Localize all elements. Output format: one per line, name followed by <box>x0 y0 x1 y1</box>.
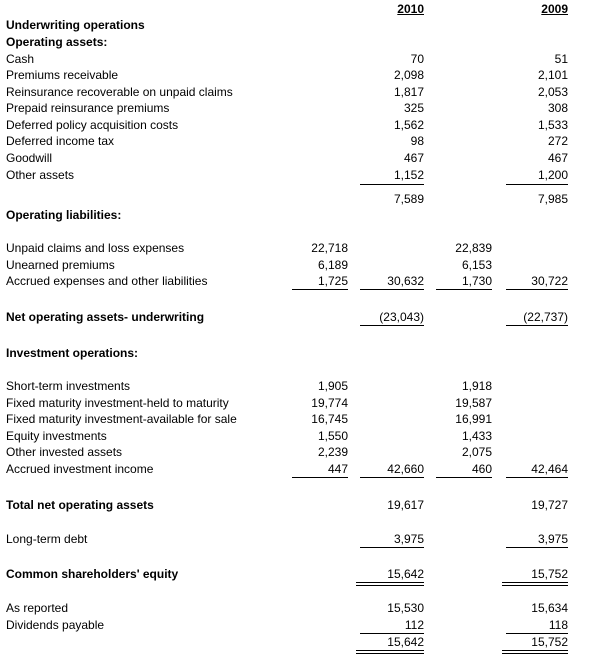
total-net-label: Total net operating assets <box>6 498 154 512</box>
investment-2010: 19,774 <box>311 396 348 410</box>
common-equity-2010: 15,642 <box>387 567 424 581</box>
asset-row <box>0 167 594 183</box>
asset-2010: 1,152 <box>393 168 424 182</box>
as-reported-2009: 15,634 <box>531 601 568 615</box>
investment-row <box>0 378 594 394</box>
asset-2010: 98 <box>410 134 424 148</box>
common-equity-row <box>0 566 594 582</box>
liability-label: Unearned premiums <box>6 258 115 272</box>
liability-2009: 22,839 <box>455 241 492 255</box>
liability-2009: 6,153 <box>461 258 492 272</box>
double-rule-bottom <box>356 653 424 654</box>
final-total-2009: 15,752 <box>531 635 568 649</box>
asset-2010: 2,098 <box>393 68 424 82</box>
as-reported-label: As reported <box>6 601 69 615</box>
asset-2009: 308 <box>547 101 568 115</box>
asset-row <box>0 51 594 67</box>
asset-2010: 325 <box>403 101 424 115</box>
investments-total-2009: 42,464 <box>531 462 568 476</box>
liability-2010: 6,189 <box>317 258 348 272</box>
investment-2010: 16,745 <box>311 412 348 426</box>
operating-liabilities-title-row <box>0 207 594 223</box>
dividends-2009: 118 <box>548 618 568 632</box>
investment-label: Accrued investment income <box>6 462 154 476</box>
long-term-debt-label: Long-term debt <box>6 532 88 546</box>
investments-total-2010: 42,660 <box>387 462 424 476</box>
investment-2010: 447 <box>327 462 348 476</box>
investment-row <box>0 461 594 477</box>
common-equity-2009: 15,752 <box>531 567 568 581</box>
investment-row <box>0 444 594 460</box>
asset-2010: 467 <box>403 151 424 165</box>
long-term-debt-2009: 3,975 <box>537 532 568 546</box>
final-total-row <box>0 634 594 650</box>
asset-2009: 1,200 <box>537 168 568 182</box>
investment-2009: 460 <box>471 462 492 476</box>
as-reported-row <box>0 600 594 616</box>
double-rule-bottom <box>502 585 568 586</box>
underline-rule <box>436 289 492 290</box>
asset-2010: 70 <box>410 52 424 66</box>
assets-total-row <box>0 191 594 207</box>
header-2009: 2009 <box>541 2 568 16</box>
investment-ops-title: Investment operations: <box>6 346 139 360</box>
asset-label: Deferred policy acquisition costs <box>6 118 179 132</box>
asset-2009: 467 <box>547 151 568 165</box>
underline-rule <box>436 477 492 478</box>
final-total-2010: 15,642 <box>387 635 424 649</box>
liability-row <box>0 273 594 289</box>
underwriting-title-row <box>0 17 594 33</box>
investment-ops-title-row <box>0 345 594 361</box>
asset-label: Premiums receivable <box>6 68 119 82</box>
liability-label: Accrued expenses and other liabilities <box>6 274 208 288</box>
underwriting-title: Underwriting operations <box>6 18 145 32</box>
common-equity-label: Common shareholders' equity <box>6 567 179 581</box>
asset-2010: 1,817 <box>393 85 424 99</box>
operating-assets-title-row <box>0 34 594 50</box>
asset-2009: 1,533 <box>537 118 568 132</box>
investment-row <box>0 411 594 427</box>
investment-2010: 1,905 <box>317 379 348 393</box>
investment-label: Equity investments <box>6 429 107 443</box>
net-op-uw-row <box>0 309 594 325</box>
long-term-debt-2010: 3,975 <box>393 532 424 546</box>
liability-row <box>0 240 594 256</box>
investment-label: Fixed maturity investment-held to maturity <box>6 396 229 410</box>
operating-liabilities-title: Operating liabilities: <box>6 208 122 222</box>
asset-row <box>0 100 594 116</box>
liabilities-total-2009: 30,722 <box>531 274 568 288</box>
subtotal-rule <box>360 184 424 185</box>
asset-label: Reinsurance recoverable on unpaid claims <box>6 85 233 99</box>
liability-2010: 1,725 <box>317 274 348 288</box>
asset-row <box>0 67 594 83</box>
asset-2010: 1,562 <box>393 118 424 132</box>
investment-label: Fixed maturity investment-available for sale <box>6 412 237 426</box>
asset-2009: 2,101 <box>537 68 568 82</box>
asset-row <box>0 84 594 100</box>
asset-2009: 2,053 <box>537 85 568 99</box>
assets-total-2009: 7,985 <box>537 192 568 206</box>
investment-label: Short-term investments <box>6 379 131 393</box>
investment-2009: 1,433 <box>461 429 492 443</box>
underline-rule <box>360 477 424 478</box>
investment-row <box>0 395 594 411</box>
long-term-debt-row <box>0 531 594 547</box>
liability-label: Unpaid claims and loss expenses <box>6 241 185 255</box>
asset-2009: 51 <box>554 52 568 66</box>
double-rule-bottom <box>502 653 568 654</box>
double-rule-top <box>502 650 568 651</box>
underline-rule <box>506 289 568 290</box>
total-net-2009: 19,727 <box>531 498 568 512</box>
underline-rule <box>360 547 424 548</box>
liability-2010: 22,718 <box>311 241 348 255</box>
assets-total-2010: 7,589 <box>393 192 424 206</box>
operating-assets-title: Operating assets: <box>6 35 108 49</box>
underline-rule <box>506 325 568 326</box>
header-2010: 2010 <box>397 2 424 16</box>
investment-2010: 1,550 <box>317 429 348 443</box>
as-reported-2010: 15,530 <box>387 601 424 615</box>
asset-row <box>0 150 594 166</box>
asset-row <box>0 117 594 133</box>
asset-label: Other assets <box>6 168 75 182</box>
asset-label: Prepaid reinsurance premiums <box>6 101 170 115</box>
net-op-uw-2010: (23,043) <box>379 310 424 324</box>
underline-rule <box>360 325 424 326</box>
net-op-uw-2009: (22,737) <box>523 310 568 324</box>
subtotal-rule <box>506 184 568 185</box>
investment-2009: 16,991 <box>455 412 492 426</box>
double-rule-bottom <box>356 585 424 586</box>
underline-rule <box>506 477 568 478</box>
dividends-row <box>0 617 594 633</box>
investment-2009: 1,918 <box>461 379 492 393</box>
asset-2009: 272 <box>547 134 568 148</box>
investment-label: Other invested assets <box>6 445 123 459</box>
dividends-label: Dividends payable <box>6 618 105 632</box>
underline-rule <box>506 547 568 548</box>
liability-row <box>0 257 594 273</box>
asset-row <box>0 133 594 149</box>
asset-label: Goodwill <box>6 151 53 165</box>
underline-rule <box>292 289 348 290</box>
total-net-row <box>0 497 594 513</box>
asset-label: Cash <box>6 52 35 66</box>
underline-rule <box>360 289 424 290</box>
net-op-uw-label: Net operating assets- underwriting <box>6 310 205 324</box>
investment-2009: 2,075 <box>461 445 492 459</box>
investment-row <box>0 428 594 444</box>
total-net-2010: 19,617 <box>387 498 424 512</box>
underline-rule <box>292 477 348 478</box>
double-rule-top <box>356 650 424 651</box>
investment-2009: 19,587 <box>455 396 492 410</box>
liability-2009: 1,730 <box>461 274 492 288</box>
investment-2010: 2,239 <box>317 445 348 459</box>
liabilities-total-2010: 30,632 <box>387 274 424 288</box>
double-rule-top <box>502 582 568 583</box>
asset-label: Deferred income tax <box>6 134 115 148</box>
dividends-2010: 112 <box>404 618 424 632</box>
double-rule-top <box>356 582 424 583</box>
